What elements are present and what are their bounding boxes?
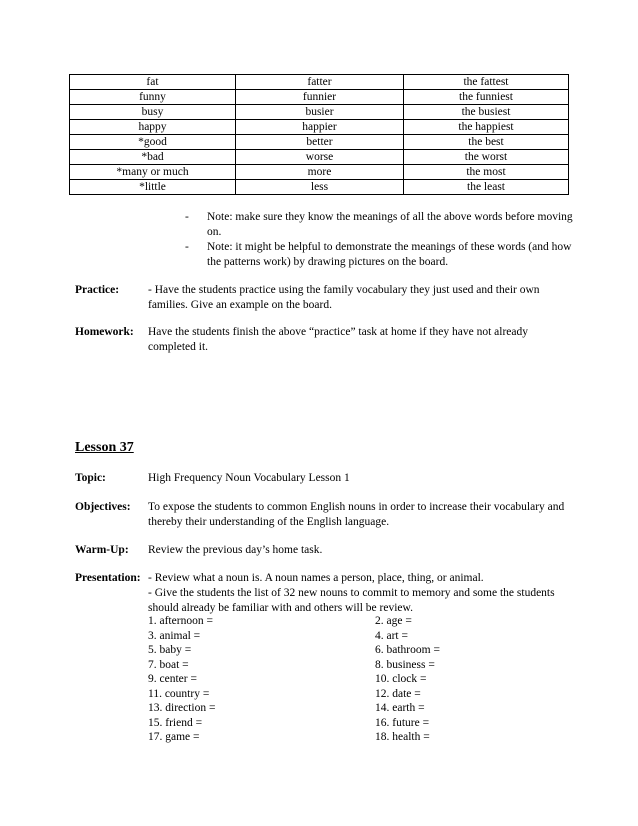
objectives-text: To expose the students to common English nouns in order to increase their vocabulary and thereby their understanding of the English language.: [148, 501, 565, 528]
noun-item: 7. boat =: [148, 658, 189, 671]
noun-item: 8. business =: [375, 658, 435, 671]
table-cell: busy: [70, 105, 236, 120]
noun-item: 3. animal =: [148, 629, 201, 642]
table-row: [70, 165, 569, 180]
table-cell: funnier: [236, 90, 404, 105]
table-cell: the busiest: [404, 105, 569, 120]
topic-section: [75, 471, 575, 486]
note-dash: -: [185, 211, 189, 223]
table-cell: the worst: [404, 150, 569, 165]
table-cell: happier: [236, 120, 404, 135]
practice-section: [75, 283, 575, 313]
table-cell: worse: [236, 150, 404, 165]
presentation-text: [148, 571, 575, 616]
presentation-label: Presentation:: [75, 572, 141, 584]
noun-item: 18. health =: [375, 731, 430, 743]
note-dash: -: [185, 241, 189, 253]
note-text: Note: it might be helpful to demonstrate the meanings of these words (and how the patterns work) by drawing pictures on the board.: [207, 241, 572, 268]
noun-item: 4. art =: [375, 629, 408, 642]
practice-text: - Have the students practice using the family vocabulary they just used and their own families. Give an example on the board.: [148, 284, 540, 311]
table-cell: *good: [70, 135, 236, 150]
table-row: [70, 135, 569, 150]
warmup-text: Review the previous day’s home task.: [148, 544, 323, 556]
noun-item: 16. future =: [375, 716, 430, 729]
table-cell: *little: [70, 180, 236, 195]
table-cell: less: [236, 180, 404, 195]
table-cell: *many or much: [70, 165, 236, 180]
topic-text: High Frequency Noun Vocabulary Lesson 1: [148, 472, 350, 484]
noun-item: 2. age =: [375, 615, 412, 627]
table-row: [70, 90, 569, 105]
homework-text: Have the students finish the above “practice” task at home if they have not already completed it.: [148, 326, 528, 353]
table-cell: the best: [404, 135, 569, 150]
noun-item: 14. earth =: [375, 702, 425, 714]
noun-item: 9. center =: [148, 673, 197, 685]
table-cell: *bad: [70, 150, 236, 165]
note-item: [185, 210, 575, 240]
table-row: [70, 180, 569, 195]
note-item: [185, 240, 575, 270]
table-cell: the most: [404, 165, 569, 180]
homework-label: Homework:: [75, 326, 134, 338]
topic-label: Topic:: [75, 472, 106, 484]
table-cell: happy: [70, 120, 236, 135]
table-row: [70, 150, 569, 165]
presentation-section: [75, 571, 575, 616]
noun-item: 10. clock =: [375, 673, 427, 685]
practice-label: Practice:: [75, 284, 120, 296]
noun-item: 12. date =: [375, 687, 421, 700]
table-cell: busier: [236, 105, 404, 120]
lesson-title: Lesson 37: [75, 440, 134, 455]
noun-item: 6. bathroom =: [375, 644, 440, 656]
noun-item: 5. baby =: [148, 644, 192, 656]
noun-item: 1. afternoon =: [148, 615, 213, 627]
note-text: Note: make sure they know the meanings of all the above words before moving on.: [207, 211, 573, 238]
table-row: [70, 75, 569, 90]
table-cell: the fattest: [404, 75, 569, 90]
table-cell: fat: [70, 75, 236, 90]
objectives-label: Objectives:: [75, 501, 131, 513]
presentation-line: - Review what a noun is. A noun names a person, place, thing, or animal.: [148, 572, 484, 584]
noun-list: [148, 614, 478, 745]
table-cell: the funniest: [404, 90, 569, 105]
table-cell: the least: [404, 180, 569, 195]
table-cell: funny: [70, 90, 236, 105]
homework-section: [75, 325, 575, 355]
objectives-section: [75, 500, 575, 530]
noun-item: 11. country =: [148, 687, 210, 700]
table-row: [70, 120, 569, 135]
warmup-section: [75, 543, 575, 558]
table-cell: better: [236, 135, 404, 150]
comparative-table: [69, 74, 569, 195]
warmup-label: Warm-Up:: [75, 544, 129, 556]
noun-item: 15. friend =: [148, 716, 203, 729]
table-cell: fatter: [236, 75, 404, 90]
noun-item: 13. direction =: [148, 702, 216, 714]
table-cell: the happiest: [404, 120, 569, 135]
table-cell: more: [236, 165, 404, 180]
noun-item: 17. game =: [148, 731, 200, 743]
presentation-line: - Give the students the list of 32 new nouns to commit to memory and some the students should already be familiar with and others will be review.: [148, 587, 555, 614]
table-row: [70, 105, 569, 120]
notes-list: [185, 210, 575, 270]
